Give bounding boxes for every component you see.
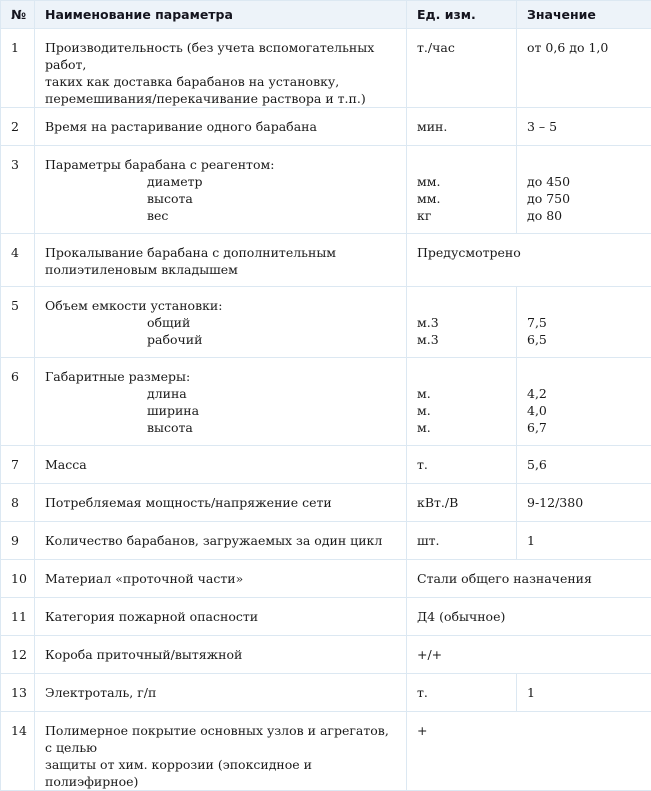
row-number: 9 bbox=[1, 522, 35, 560]
parameter-group-title: Габаритные размеры: bbox=[45, 368, 396, 385]
table-row bbox=[1, 484, 651, 522]
sub-unit: м.3 bbox=[417, 331, 506, 348]
row-number: 14 bbox=[1, 712, 35, 791]
parameter-name-line: Производительность (без учета вспомогательных работ, bbox=[45, 39, 396, 73]
header-parameter-name: Наименование параметра bbox=[35, 1, 407, 29]
parameter-name bbox=[35, 358, 407, 446]
parameter-name-line: Полимерное покрытие основных узлов и агрегатов, с целью bbox=[45, 722, 396, 756]
sub-value: 6,5 bbox=[527, 331, 641, 348]
value-cell: 9-12/380 bbox=[517, 484, 651, 522]
sub-unit: м. bbox=[417, 419, 506, 436]
row-number: 3 bbox=[1, 146, 35, 234]
sub-parameter-label: вес bbox=[45, 207, 396, 224]
merged-value-cell: + bbox=[407, 712, 651, 791]
table-row bbox=[1, 287, 651, 358]
unit-cell bbox=[407, 146, 517, 234]
parameter-name: Потребляемая мощность/напряжение сети bbox=[35, 484, 407, 522]
table-row bbox=[1, 674, 651, 712]
value-cell bbox=[517, 287, 651, 358]
parameter-name-line: перемешивания/перекачивание раствора и т.п.) bbox=[45, 90, 396, 107]
parameter-name bbox=[35, 29, 407, 108]
sub-parameter-label: рабочий bbox=[45, 331, 396, 348]
table-row bbox=[1, 560, 651, 598]
value-cell bbox=[517, 358, 651, 446]
parameter-name: Материал «проточной части» bbox=[35, 560, 407, 598]
table-row bbox=[1, 358, 651, 446]
sub-value: до 450 bbox=[527, 173, 641, 190]
parameter-name-line: защиты от хим. коррозии (эпоксидное и полиэфирное) bbox=[45, 756, 396, 790]
unit-cell: шт. bbox=[407, 522, 517, 560]
parameter-name: Масса bbox=[35, 446, 407, 484]
sub-unit: м.3 bbox=[417, 314, 506, 331]
parameter-name-line: Прокалывание барабана с дополнительным bbox=[45, 244, 396, 261]
parameter-name-line: таких как доставка барабанов на установку, bbox=[45, 73, 396, 90]
table-row bbox=[1, 446, 651, 484]
table-row bbox=[1, 598, 651, 636]
sub-value: 4,0 bbox=[527, 402, 641, 419]
row-number: 12 bbox=[1, 636, 35, 674]
unit-cell: т. bbox=[407, 446, 517, 484]
unit-cell bbox=[407, 287, 517, 358]
row-number: 4 bbox=[1, 234, 35, 287]
sub-value: до 750 bbox=[527, 190, 641, 207]
parameter-name-line: полиэтиленовым вкладышем bbox=[45, 261, 396, 278]
sub-parameter-label: высота bbox=[45, 190, 396, 207]
header-value: Значение bbox=[517, 1, 651, 29]
row-number: 10 bbox=[1, 560, 35, 598]
row-number: 11 bbox=[1, 598, 35, 636]
sub-parameter-label: ширина bbox=[45, 402, 396, 419]
row-number: 8 bbox=[1, 484, 35, 522]
table-row bbox=[1, 108, 651, 146]
sub-unit: м. bbox=[417, 402, 506, 419]
sub-unit: мм. bbox=[417, 190, 506, 207]
unit-cell: кВт./В bbox=[407, 484, 517, 522]
merged-value-cell: +/+ bbox=[407, 636, 651, 674]
sub-unit: м. bbox=[417, 385, 506, 402]
row-number: 2 bbox=[1, 108, 35, 146]
parameter-name: Электроталь, г/п bbox=[35, 674, 407, 712]
value-cell: от 0,6 до 1,0 bbox=[517, 29, 651, 108]
table-header-row bbox=[1, 1, 651, 29]
parameter-name bbox=[35, 234, 407, 287]
sub-unit: мм. bbox=[417, 173, 506, 190]
parameter-name bbox=[35, 287, 407, 358]
parameter-name bbox=[35, 712, 407, 791]
row-number: 7 bbox=[1, 446, 35, 484]
parameter-name bbox=[35, 146, 407, 234]
value-cell: 1 bbox=[517, 522, 651, 560]
sub-parameter-label: диаметр bbox=[45, 173, 396, 190]
value-cell: 3 – 5 bbox=[517, 108, 651, 146]
sub-parameter-label: общий bbox=[45, 314, 396, 331]
parameter-name: Короба приточный/вытяжной bbox=[35, 636, 407, 674]
row-number: 1 bbox=[1, 29, 35, 108]
parameter-group-title: Параметры барабана с реагентом: bbox=[45, 156, 396, 173]
unit-cell: мин. bbox=[407, 108, 517, 146]
unit-cell: т./час bbox=[407, 29, 517, 108]
table-row bbox=[1, 712, 651, 791]
value-cell: 1 bbox=[517, 674, 651, 712]
table-row bbox=[1, 146, 651, 234]
table-row bbox=[1, 636, 651, 674]
row-number: 6 bbox=[1, 358, 35, 446]
sub-value: до 80 bbox=[527, 207, 641, 224]
row-number: 5 bbox=[1, 287, 35, 358]
table-row bbox=[1, 522, 651, 560]
value-cell bbox=[517, 146, 651, 234]
unit-cell bbox=[407, 358, 517, 446]
parameter-group-title: Объем емкости установки: bbox=[45, 297, 396, 314]
sub-parameter-label: длина bbox=[45, 385, 396, 402]
sub-parameter-label: высота bbox=[45, 419, 396, 436]
value-cell: 5,6 bbox=[517, 446, 651, 484]
sub-value: 6,7 bbox=[527, 419, 641, 436]
table-row bbox=[1, 234, 651, 287]
parameter-name: Время на растаривание одного барабана bbox=[35, 108, 407, 146]
header-number: № bbox=[1, 1, 35, 29]
row-number: 13 bbox=[1, 674, 35, 712]
sub-value: 7,5 bbox=[527, 314, 641, 331]
merged-value-cell: Стали общего назначения bbox=[407, 560, 651, 598]
unit-cell: т. bbox=[407, 674, 517, 712]
sub-unit: кг bbox=[417, 207, 506, 224]
table-row bbox=[1, 29, 651, 108]
merged-value-cell: Предусмотрено bbox=[407, 234, 651, 287]
sub-value: 4,2 bbox=[527, 385, 641, 402]
parameter-name: Категория пожарной опасности bbox=[35, 598, 407, 636]
parameter-name: Количество барабанов, загружаемых за один цикл bbox=[35, 522, 407, 560]
merged-value-cell: Д4 (обычное) bbox=[407, 598, 651, 636]
header-unit: Ед. изм. bbox=[407, 1, 517, 29]
